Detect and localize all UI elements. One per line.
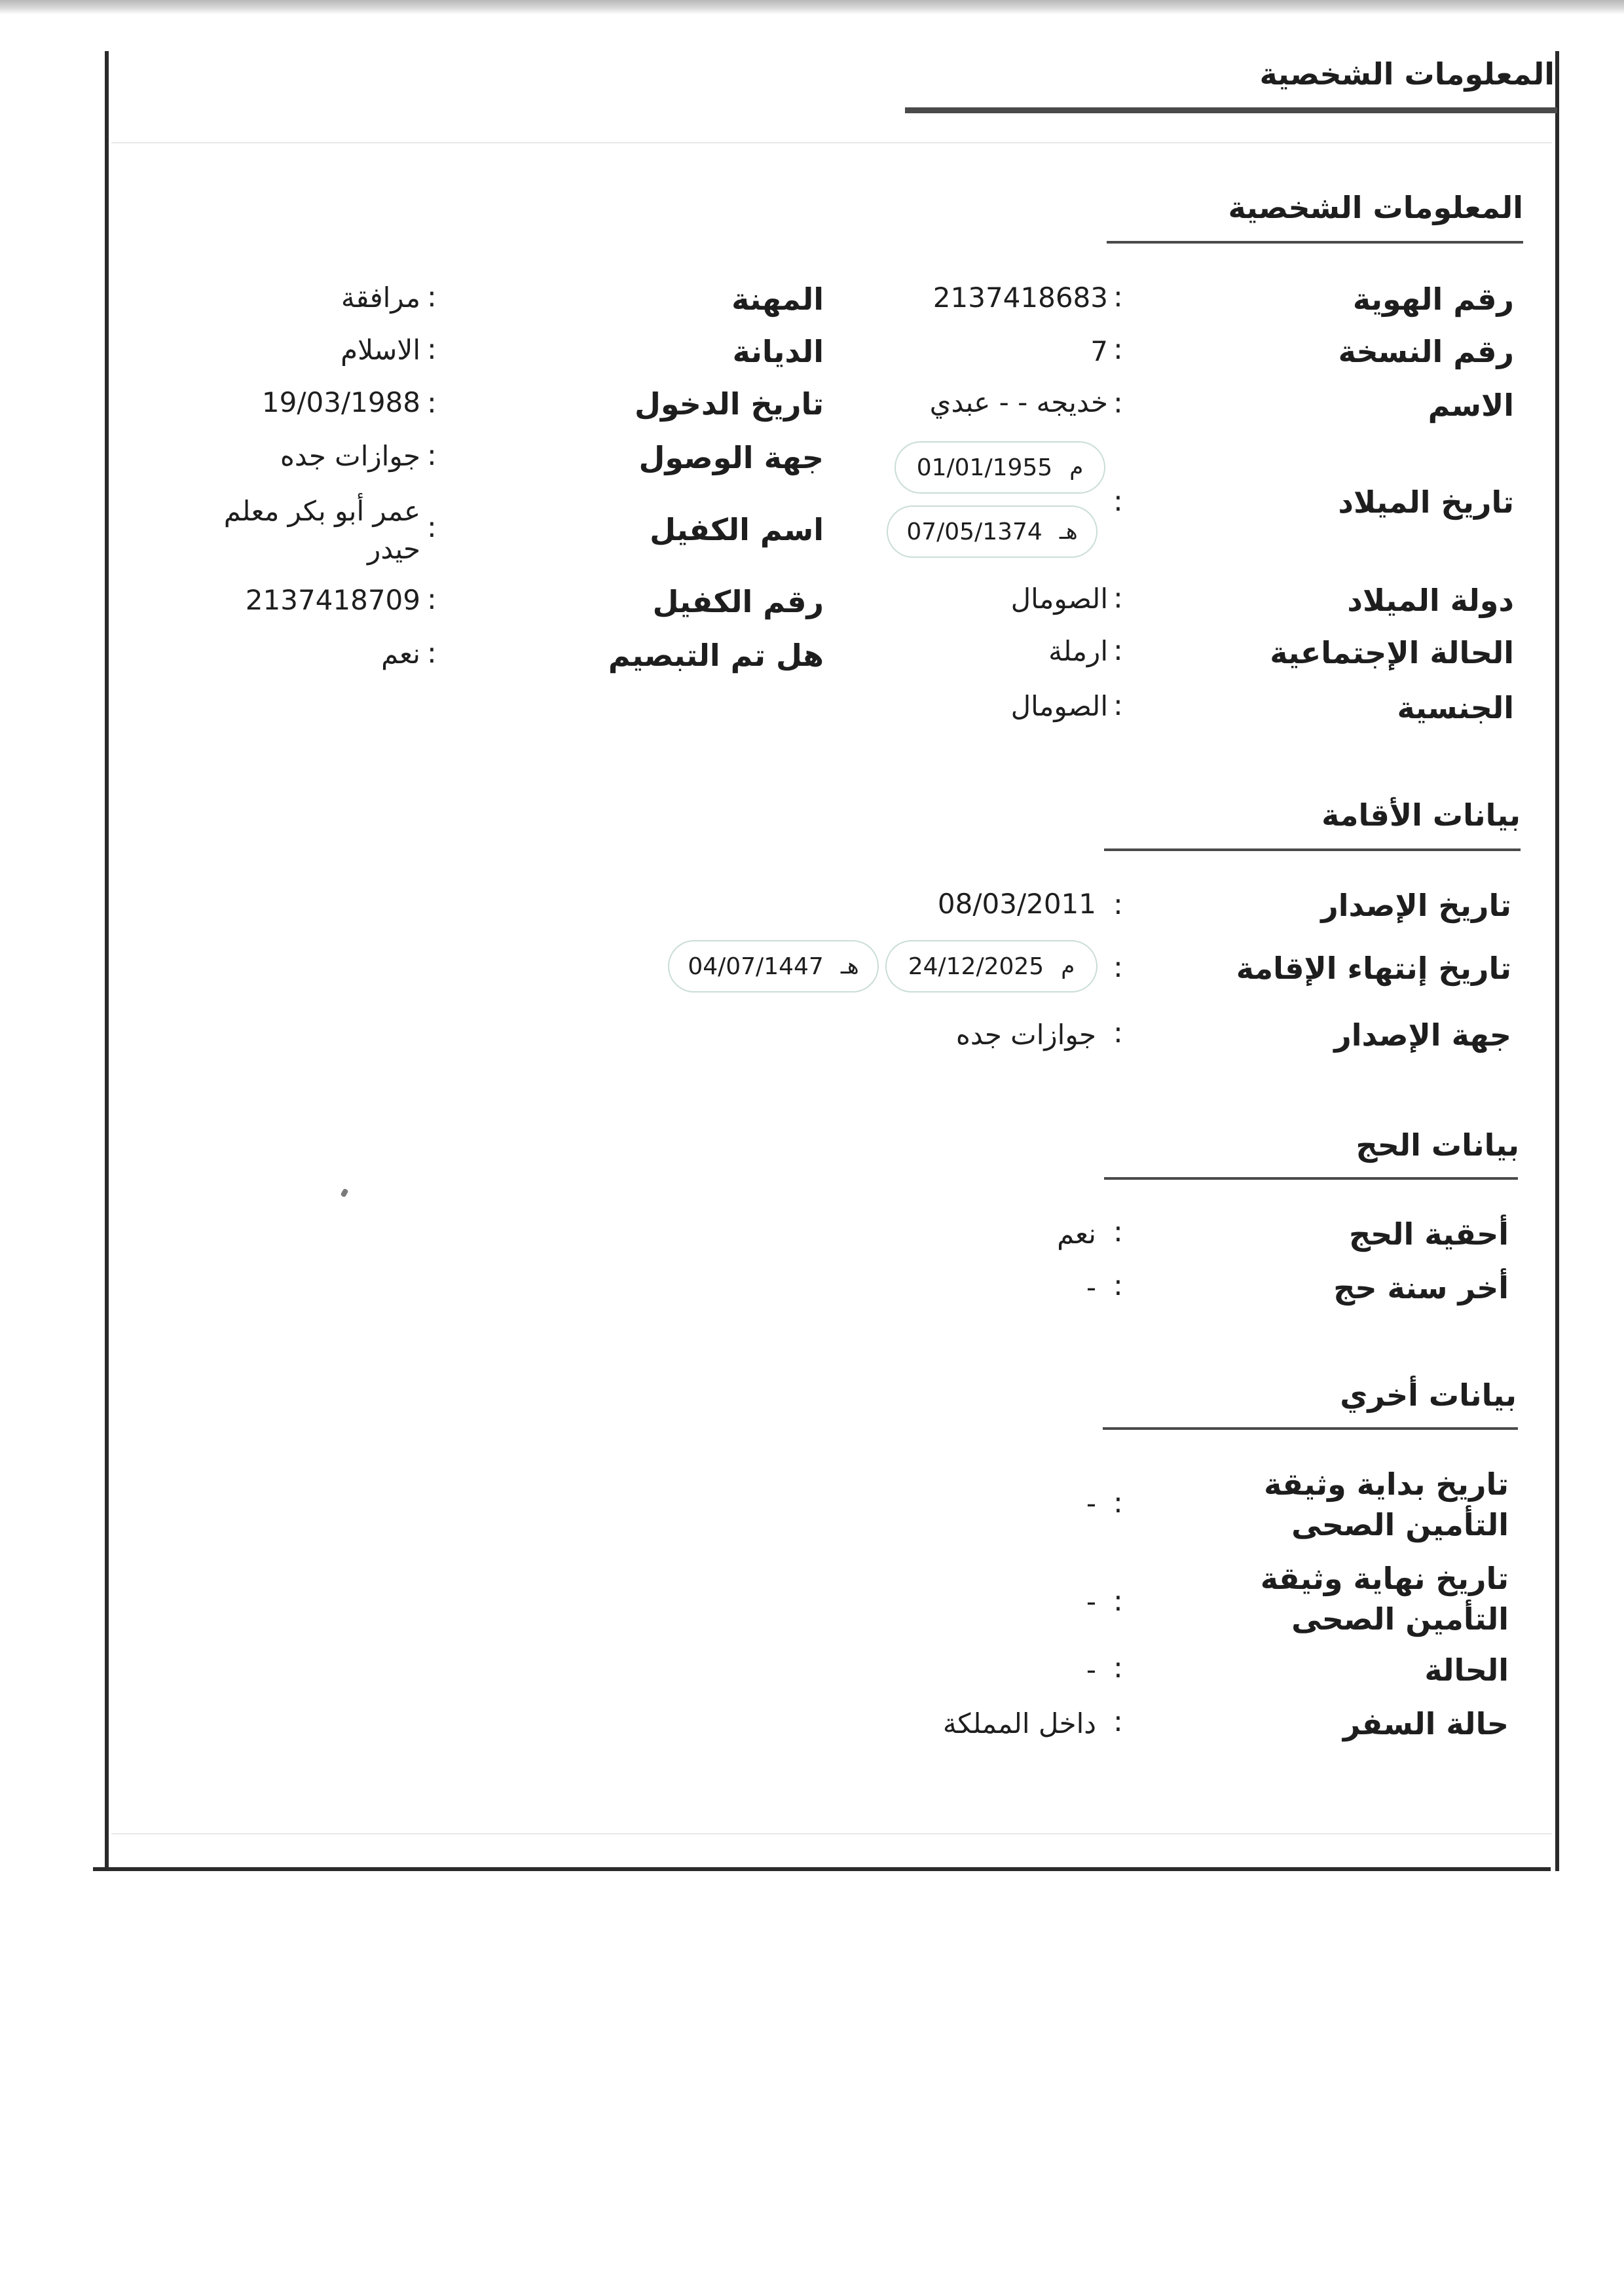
section-title-personal: المعلومات الشخصية: [1228, 190, 1523, 225]
label-status: الحالة: [1424, 1652, 1509, 1688]
colon: :: [427, 386, 437, 420]
label-arrival-port: جهة الوصول: [638, 440, 824, 475]
label-issue-date: تاريخ الإصدار: [1321, 888, 1511, 923]
colon: :: [1113, 1016, 1123, 1049]
colon: :: [427, 583, 437, 616]
colon: :: [1113, 1215, 1123, 1248]
label-sponsor-name: اسم الكفيل: [650, 512, 824, 547]
section-underline: [1107, 241, 1523, 244]
label-insurance-end: تاريخ نهاية وثيقة التأمين الصحى: [1260, 1561, 1509, 1637]
label-marital-status: الحالة الإجتماعية: [1270, 635, 1514, 670]
panel-border-left: [105, 51, 109, 1871]
colon: :: [427, 280, 437, 314]
colon: :: [1113, 1651, 1123, 1685]
label-travel-status: حالة السفر: [1342, 1706, 1509, 1741]
panel-border-bottom: [93, 1867, 1551, 1871]
colon: :: [427, 636, 437, 670]
birth-date-gregorian: 01/01/1955: [916, 454, 1053, 481]
colon: :: [1113, 1584, 1123, 1618]
colon: :: [1113, 484, 1123, 518]
value-issuing-authority: جوازات جده: [955, 1019, 1096, 1051]
colon: :: [1113, 689, 1123, 722]
label-birth-date: تاريخ الميلاد: [1338, 484, 1514, 520]
label-copy-number: رقم النسخة: [1338, 334, 1514, 369]
colon: :: [1113, 280, 1123, 314]
divider: [111, 1833, 1552, 1834]
value-fingerprinted: نعم: [381, 638, 420, 670]
label-occupation: المهنة: [731, 282, 824, 317]
value-sponsor-number: 2137418709: [245, 584, 420, 616]
birth-date-hijri-pill: [887, 505, 1098, 558]
value-sponsor-name: عمر أبو بكر معلم حيدر: [223, 495, 420, 565]
value-copy-number: 7: [1090, 335, 1108, 367]
expiry-date-hijri: 04/07/1447: [688, 953, 824, 980]
hijri-suffix: هـ: [840, 953, 859, 979]
label-entry-date: تاريخ الدخول: [635, 386, 824, 422]
value-birth-country: الصومال: [1010, 583, 1108, 615]
label-birth-country: دولة الميلاد: [1347, 583, 1514, 618]
colon: :: [1113, 333, 1123, 366]
scan-speck: [341, 1188, 349, 1197]
value-marital-status: ارملة: [1048, 635, 1108, 667]
colon: :: [1113, 581, 1123, 615]
hijri-suffix: هـ: [1059, 519, 1078, 545]
label-sponsor-number: رقم الكفيل: [652, 584, 824, 619]
value-insurance-start: -: [1086, 1487, 1096, 1520]
gregorian-suffix: م: [1069, 454, 1084, 481]
colon: :: [1113, 634, 1123, 667]
section-title-residency: بيانات الأقامة: [1321, 797, 1521, 833]
section-underline: [1103, 1427, 1518, 1430]
value-nationality: الصومال: [1010, 690, 1108, 722]
value-entry-date: 19/03/1988: [261, 386, 420, 418]
value-name: خديجه - - عبدي: [929, 386, 1108, 418]
value-status: -: [1086, 1654, 1096, 1686]
colon: :: [1113, 1269, 1123, 1302]
value-religion: الاسلام: [341, 334, 420, 366]
value-occupation: مرافقة: [341, 282, 420, 314]
colon: :: [427, 439, 437, 472]
value-hajj-eligibility: نعم: [1057, 1218, 1096, 1250]
colon: :: [427, 511, 437, 544]
page-title-underline: [905, 107, 1557, 113]
page-title: المعلومات الشخصية: [1259, 56, 1555, 92]
gregorian-suffix: م: [1061, 953, 1075, 979]
section-title-other: بيانات أخري: [1340, 1377, 1517, 1413]
label-name: الاسم: [1428, 388, 1514, 423]
value-arrival-port: جوازات جده: [280, 440, 420, 472]
label-nationality: الجنسية: [1397, 690, 1514, 725]
expiry-date-hijri-pill: [668, 940, 879, 993]
colon: :: [1113, 888, 1123, 921]
colon: :: [427, 333, 437, 366]
section-underline: [1104, 848, 1521, 851]
label-fingerprinted: هل تم التبصيم: [608, 638, 824, 673]
value-last-hajj-year: -: [1086, 1271, 1096, 1303]
birth-date-hijri: 07/05/1374: [906, 518, 1043, 545]
colon: :: [1113, 1705, 1123, 1738]
section-title-hajj: بيانات الحج: [1356, 1127, 1519, 1163]
section-underline: [1104, 1177, 1518, 1180]
label-religion: الديانة: [732, 334, 824, 369]
label-expiry-date: تاريخ إنتهاء الإقامة: [1236, 951, 1511, 986]
colon: :: [1113, 951, 1123, 984]
value-insurance-end: -: [1086, 1586, 1096, 1618]
label-hajj-eligibility: أحقية الحج: [1348, 1216, 1509, 1252]
label-insurance-start: تاريخ بداية وثيقة التأمين الصحى: [1264, 1467, 1509, 1542]
value-issue-date: 08/03/2011: [937, 888, 1096, 920]
scan-edge: [0, 0, 1624, 14]
expiry-date-gregorian: 24/12/2025: [908, 953, 1044, 980]
colon: :: [1113, 1486, 1123, 1520]
label-id-number: رقم الهوية: [1352, 282, 1514, 317]
panel-border-right: [1555, 51, 1559, 1871]
label-issuing-authority: جهة الإصدار: [1334, 1017, 1511, 1053]
value-id-number: 2137418683: [932, 282, 1108, 314]
value-travel-status: داخل المملكة: [942, 1707, 1096, 1740]
divider: [111, 142, 1552, 143]
expiry-date-gregorian-pill: [885, 940, 1098, 993]
colon: :: [1113, 386, 1123, 420]
label-last-hajj-year: أخر سنة حج: [1333, 1270, 1509, 1305]
birth-date-gregorian-pill: [895, 441, 1105, 494]
